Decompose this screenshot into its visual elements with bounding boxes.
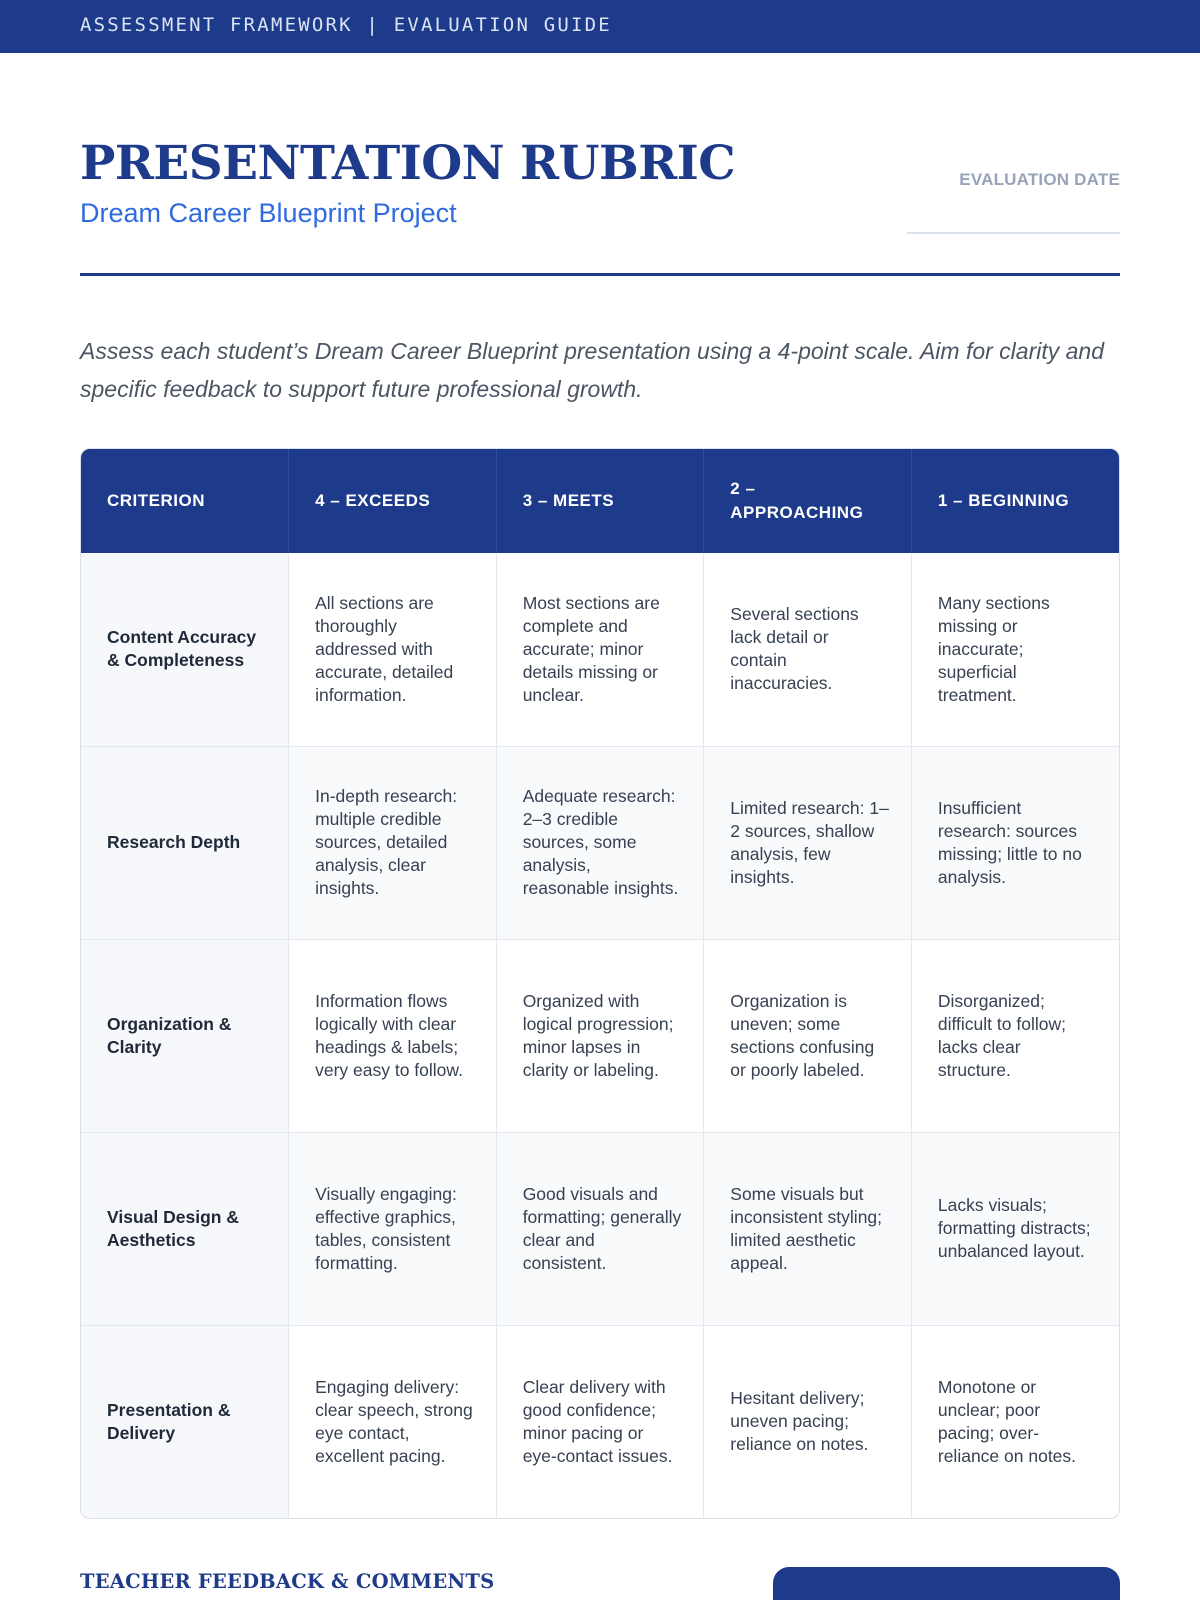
page-title: PRESENTATION RUBRIC (80, 136, 736, 191)
exceeds-cell: Information flows logically with clear headings & labels; very easy to follow. (289, 939, 497, 1132)
table-row (81, 553, 1119, 746)
column-header-exceeds: 4 – EXCEEDS (289, 449, 497, 553)
rubric-table (81, 449, 1119, 1518)
meets-cell: Organized with logical progression; minor lapses in clarity or labeling. (496, 939, 704, 1132)
meets-cell: Good visuals and formatting; generally clear and consistent. (496, 1132, 704, 1325)
column-header-criterion: CRITERION (81, 449, 289, 553)
beginning-cell: Disorganized; difficult to follow; lacks clear structure. (911, 939, 1119, 1132)
table-row (81, 746, 1119, 939)
exceeds-cell: All sections are thoroughly addressed with accurate, detailed information. (289, 553, 497, 746)
table-row (81, 1132, 1119, 1325)
page-subtitle: Dream Career Blueprint Project (80, 198, 457, 228)
evaluation-date-field[interactable] (907, 232, 1120, 234)
meets-cell: Clear delivery with good confidence; minor pacing or eye-contact issues. (496, 1325, 704, 1518)
table-row (81, 1325, 1119, 1518)
evaluation-date-label: EVALUATION DATE (959, 170, 1120, 189)
column-header-beginning: 1 – BEGINNING (911, 449, 1119, 553)
criterion-cell: Presentation & Delivery (81, 1325, 289, 1518)
approaching-cell: Organization is uneven; some sections confusing or poorly labeled. (704, 939, 912, 1132)
criterion-cell: Organization & Clarity (81, 939, 289, 1132)
top-banner (0, 0, 1200, 53)
rubric-table-container (80, 448, 1120, 1519)
meets-cell: Most sections are complete and accurate; minor details missing or unclear. (496, 553, 704, 746)
intro-paragraph: Assess each student’s Dream Career Blueprint presentation using a 4-point scale. Aim for clarity and specific feedback to support future professional growth. (80, 338, 1105, 402)
feedback-section-title: TEACHER FEEDBACK & COMMENTS (80, 1570, 495, 1593)
approaching-cell: Several sections lack detail or contain inaccuracies. (704, 553, 912, 746)
approaching-cell: Some visuals but inconsistent styling; limited aesthetic appeal. (704, 1132, 912, 1325)
title-divider (80, 273, 1120, 276)
column-header-meets: 3 – MEETS (496, 449, 704, 553)
exceeds-cell: Engaging delivery: clear speech, strong eye contact, excellent pacing. (289, 1325, 497, 1518)
criterion-cell: Content Accuracy & Completeness (81, 553, 289, 746)
exceeds-cell: Visually engaging: effective graphics, tables, consistent formatting. (289, 1132, 497, 1325)
approaching-cell: Hesitant delivery; uneven pacing; reliance on notes. (704, 1325, 912, 1518)
rubric-header-row (81, 449, 1119, 553)
beginning-cell: Many sections missing or inaccurate; superficial treatment. (937, 592, 1050, 705)
beginning-cell: Monotone or unclear; poor pacing; over-reliance on notes. (911, 1325, 1119, 1518)
criterion-cell: Visual Design & Aesthetics (81, 1132, 289, 1325)
framework-label: ASSESSMENT FRAMEWORK | EVALUATION GUIDE (80, 14, 612, 36)
meets-cell: Adequate research: 2–3 credible sources, some analysis, reasonable insights. (496, 746, 704, 939)
column-header-approaching: 2 – APPROACHING (704, 449, 912, 553)
table-row (81, 939, 1119, 1132)
exceeds-cell: In-depth research: multiple credible sources, detailed analysis, clear insights. (289, 746, 497, 939)
approaching-cell: Limited research: 1–2 sources, shallow analysis, few insights. (704, 746, 912, 939)
criterion-cell: Research Depth (81, 746, 289, 939)
beginning-cell: Insufficient research: sources missing; little to no analysis. (911, 746, 1119, 939)
beginning-cell: Lacks visuals; formatting distracts; unbalanced layout. (911, 1132, 1119, 1325)
score-panel (773, 1567, 1120, 1600)
